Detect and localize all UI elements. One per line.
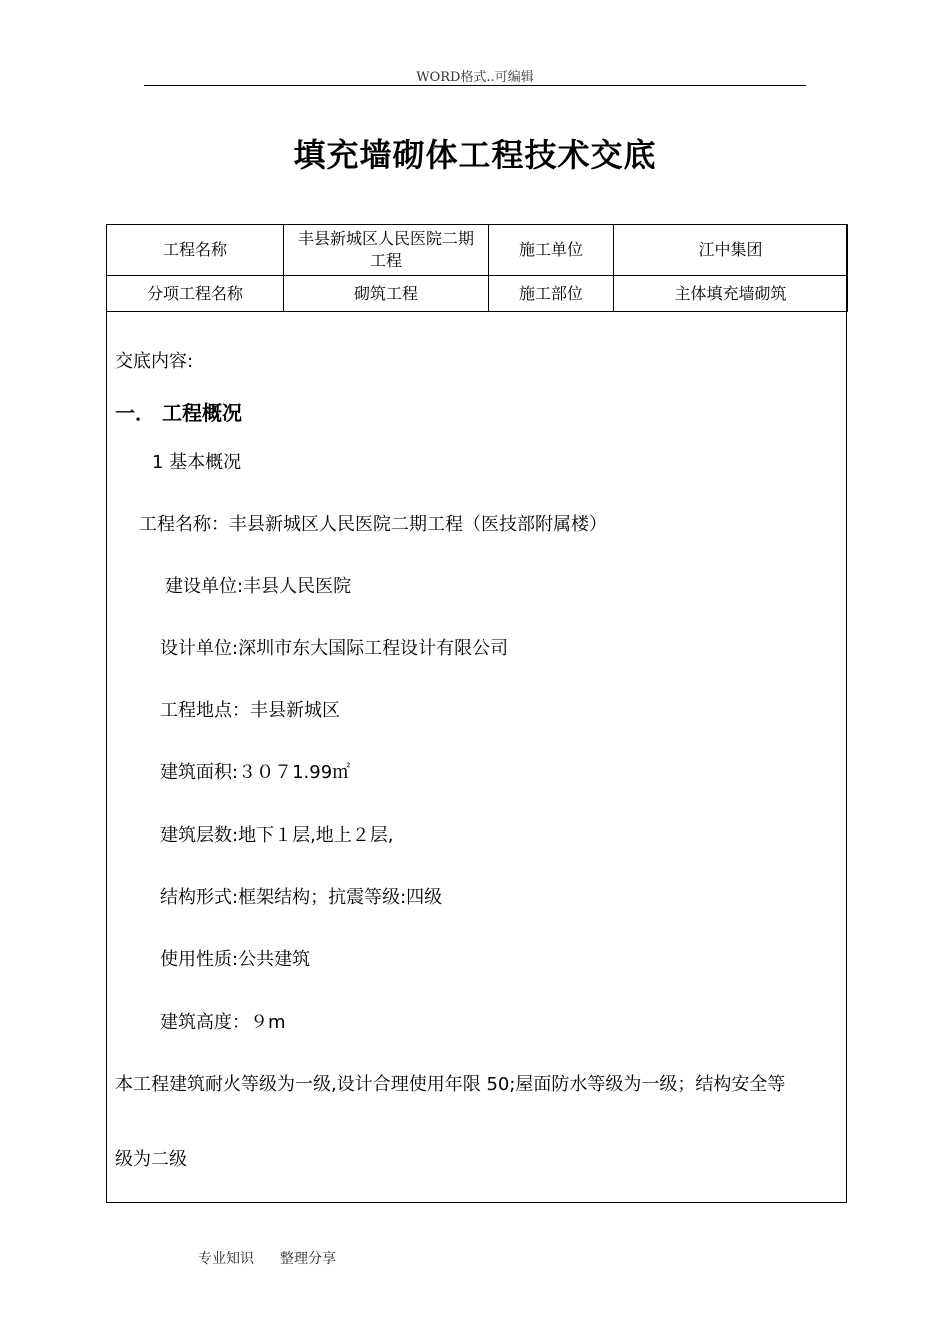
paragraph-line-1: 本工程建筑耐火等级为一级,设计合理使用年限 50;屋面防水等级为一级；结构安全等 <box>115 1074 786 1095</box>
work-location-label: 施工部位 <box>489 276 614 312</box>
project-name-label: 工程名称 <box>107 225 284 276</box>
usage-line: 使用性质:公共建筑 <box>160 949 311 970</box>
paragraph-line-2: 级为二级 <box>115 1149 187 1170</box>
document-title: 填充墙砌体工程技术交底 <box>293 136 657 174</box>
contractor-value: 江中集团 <box>614 225 848 276</box>
floors-line: 建筑层数:地下１层,地上２层, <box>160 825 394 846</box>
page-footer <box>198 1248 362 1268</box>
header-rule <box>144 85 806 86</box>
page-header-text: WORD格式..可编辑 <box>416 70 534 85</box>
subheading: 1 基本概况 <box>152 452 242 473</box>
footer-left-text: 专业知识 <box>198 1251 254 1267</box>
owner-line: 建设单位:丰县人民医院 <box>165 576 352 597</box>
work-location-value: 主体填充墙砌筑 <box>614 276 848 312</box>
section-heading: 一． 工程概况 <box>115 401 242 425</box>
footer-right-text: 整理分享 <box>280 1251 336 1267</box>
subproject-value: 砌筑工程 <box>284 276 489 312</box>
subproject-label: 分项工程名称 <box>107 276 284 312</box>
height-line: 建筑高度：９m <box>160 1012 286 1033</box>
structure-line: 结构形式:框架结构；抗震等级:四级 <box>160 887 443 908</box>
contractor-label: 施工单位 <box>489 225 614 276</box>
project-info-table <box>106 224 848 312</box>
project-name-value: 丰县新城区人民医院二期工程 <box>284 225 489 276</box>
designer-line: 设计单位:深圳市东大国际工程设计有限公司 <box>160 638 509 659</box>
table-row <box>107 276 848 312</box>
table-row <box>107 225 848 276</box>
intro-label: 交底内容: <box>115 351 194 372</box>
location-line: 工程地点：丰县新城区 <box>160 700 340 721</box>
project-name-line: 工程名称：丰县新城区人民医院二期工程（医技部附属楼） <box>139 514 607 535</box>
area-line: 建筑面积:３０７1.99㎡ <box>160 762 351 783</box>
